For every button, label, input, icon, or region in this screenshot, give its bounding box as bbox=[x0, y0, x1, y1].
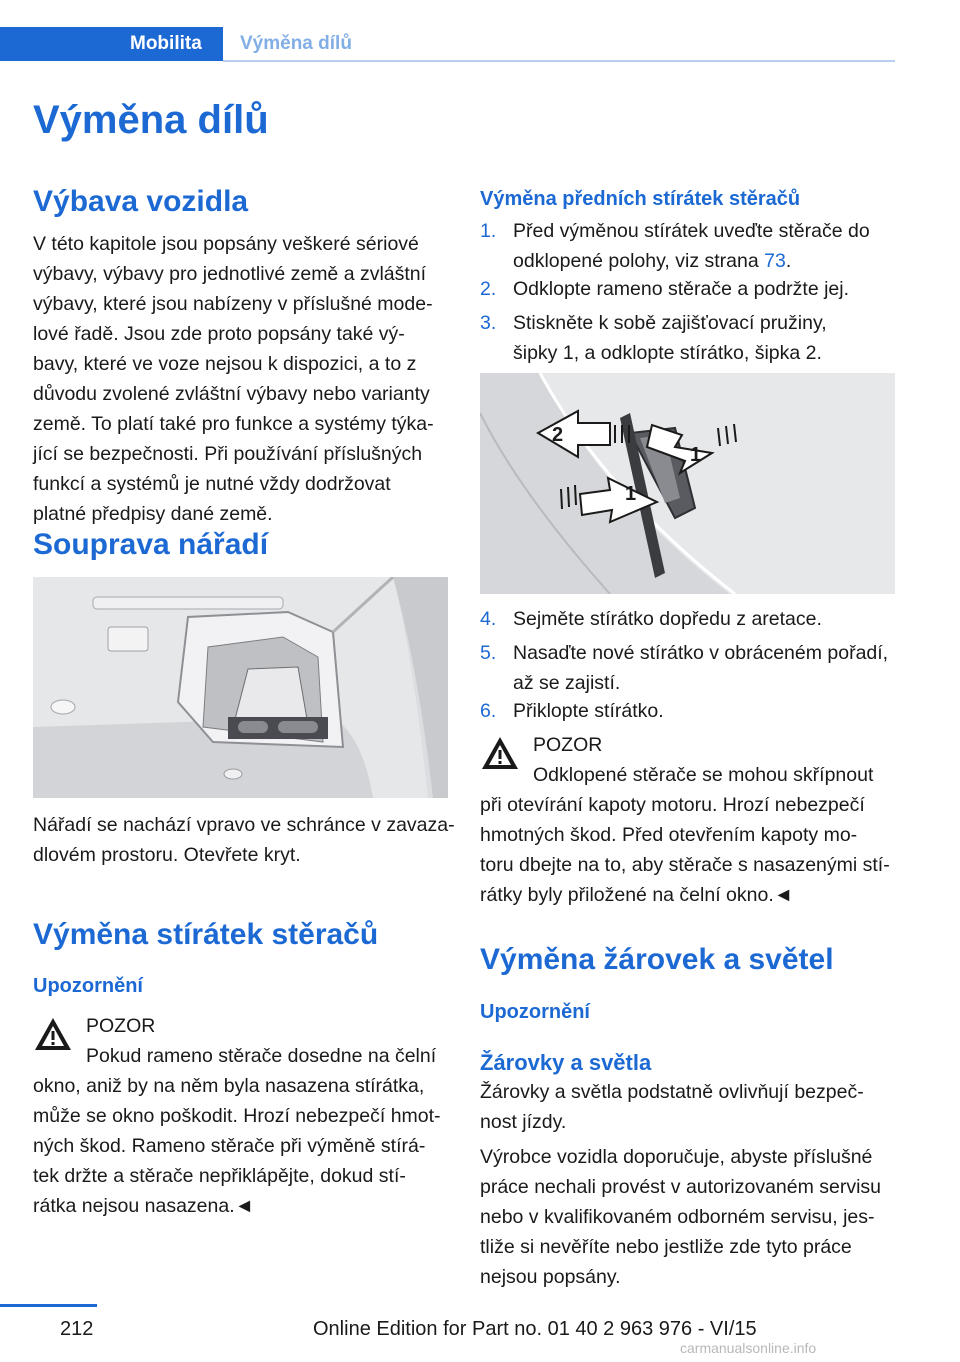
step-text bbox=[513, 216, 870, 276]
arrow-label-one-a: 1 bbox=[690, 444, 702, 466]
step-number: 1. bbox=[480, 220, 497, 242]
toolkit-illustration bbox=[33, 577, 448, 798]
step-number: 5. bbox=[480, 642, 497, 664]
text-line: výbavy, které jsou nabízeny v příslušné mode‐ bbox=[33, 293, 433, 315]
tab-mobilita[interactable]: Mobilita bbox=[0, 27, 223, 61]
arrow-label-two: 2 bbox=[552, 424, 564, 446]
text-line: výbavy, výbavy pro jednotlivé země a zvláštní bbox=[33, 263, 427, 285]
text-line: Odklopené stěrače se mohou skřípnout bbox=[533, 764, 874, 786]
text-line: ných škod. Rameno stěrače při výměně stírá‐ bbox=[33, 1135, 426, 1157]
step-number: 4. bbox=[480, 608, 497, 630]
text-line: platné předpisy dané země. bbox=[33, 503, 273, 525]
text-line: tliže si nevěříte nebo jestliže zde tyto práce bbox=[480, 1236, 852, 1258]
text-line: Sejměte stírátko dopředu z aretace. bbox=[513, 608, 822, 630]
text-line: tek držte a stěrače nepřiklápějte, dokud stí‐ bbox=[33, 1165, 406, 1187]
warning-block-left bbox=[33, 1011, 448, 1221]
text-line: dlovém prostoru. Otevřete kryt. bbox=[33, 844, 301, 866]
page-reference-link[interactable]: 73 bbox=[764, 250, 786, 272]
section-title-wiper: Výměna stírátek stěračů bbox=[33, 918, 379, 951]
paragraph-vybava bbox=[33, 229, 434, 529]
text-line: toru dbejte na to, aby stěrače s nasazenými stí‐ bbox=[480, 854, 890, 876]
text-line: funkcí a systémů je nutné vždy dodržovat bbox=[33, 473, 391, 495]
section-title-souprava: Souprava nářadí bbox=[33, 528, 269, 561]
section-title-bulbs: Výměna žárovek a světel bbox=[480, 943, 834, 976]
paragraph-souprava bbox=[33, 810, 455, 870]
header-bar bbox=[0, 27, 895, 63]
wiper-image bbox=[480, 373, 895, 594]
text-line: Pokud rameno stěrače dosedne na čelní bbox=[86, 1045, 437, 1067]
footer-divider bbox=[0, 1304, 97, 1307]
section-title-front-wiper: Výměna předních stírátek stěračů bbox=[480, 188, 801, 210]
text-line: nebo v kvalifikovaném odborném servisu, jes‐ bbox=[480, 1206, 875, 1228]
step-text bbox=[513, 638, 888, 698]
watermark: carmanualsonline.info bbox=[680, 1340, 817, 1356]
text-line: nost jízdy. bbox=[480, 1111, 567, 1133]
toolkit-image bbox=[33, 577, 448, 798]
paragraph-zarovky bbox=[480, 1077, 864, 1137]
text-line: lové řadě. Jsou zde proto popsány také vý‐ bbox=[33, 323, 405, 345]
page-number: 212 bbox=[60, 1318, 94, 1340]
text-line: okno, aniž by na něm byla nasazena stírátka, bbox=[33, 1075, 425, 1097]
text-line: Stiskněte k sobě zajišťovací pružiny, bbox=[513, 312, 827, 334]
subsection-upozorneni-right: Upozornění bbox=[480, 1001, 590, 1023]
paragraph-vyrobce bbox=[480, 1142, 881, 1292]
step-text bbox=[513, 274, 849, 304]
text-line: Výrobce vozidla doporučuje, abyste příslušné bbox=[480, 1146, 873, 1168]
text-line: Nasaďte nové stírátko v obráceném pořadí, bbox=[513, 642, 889, 664]
text-line: rátky byly přiložené na čelní okno.◄ bbox=[480, 884, 794, 906]
section-title-vybava: Výbava vozidla bbox=[33, 185, 249, 218]
text-line: práce nechali provést v autorizovaném servisu bbox=[480, 1176, 882, 1198]
edition-note: Online Edition for Part no. 01 40 2 963 976 - VI/15 bbox=[313, 1318, 757, 1340]
wiper-illustration bbox=[480, 373, 895, 594]
subsection-zarovky: Žárovky a světla bbox=[480, 1050, 652, 1075]
step-text bbox=[513, 308, 827, 368]
text-line: může se okno poškodit. Hrozí nebezpečí hmot‐ bbox=[33, 1105, 441, 1127]
header-divider bbox=[223, 60, 895, 62]
step-text bbox=[513, 604, 822, 634]
warning-label: POZOR bbox=[533, 734, 603, 756]
warning-block-right bbox=[480, 730, 900, 910]
text-line: Přiklopte stírátko. bbox=[513, 700, 664, 722]
text-line: nejsou popsány. bbox=[480, 1266, 621, 1288]
step-text bbox=[513, 696, 664, 726]
subsection-upozorneni-left: Upozornění bbox=[33, 975, 143, 997]
text-line: země. To platí také pro funkce a systémy týka‐ bbox=[33, 413, 434, 435]
text-line: Odklopte rameno stěrače a podržte jej. bbox=[513, 278, 850, 300]
text-line: až se zajistí. bbox=[513, 672, 621, 694]
arrow-label-one-b: 1 bbox=[625, 483, 637, 505]
text-line: V této kapitole jsou popsány veškeré sériové bbox=[33, 233, 419, 255]
text-line: Před výměnou stírátek uveďte stěrače do bbox=[513, 220, 870, 242]
text-line-tail: . bbox=[785, 250, 792, 272]
step-number: 3. bbox=[480, 312, 497, 334]
text-line: bavy, které ve voze nejsou k dispozici, a to z bbox=[33, 353, 417, 375]
step-number: 6. bbox=[480, 700, 497, 722]
text-line: při otevírání kapoty motoru. Hrozí nebezpečí bbox=[480, 794, 865, 816]
step-number: 2. bbox=[480, 278, 497, 300]
text-line-part: odklopené polohy, viz strana bbox=[513, 250, 765, 272]
text-line: šipky 1, a odklopte stírátko, šipka 2. bbox=[513, 342, 822, 364]
text-line: Žárovky a světla podstatně ovlivňují bezpeč‐ bbox=[480, 1081, 864, 1103]
warning-label: POZOR bbox=[86, 1015, 156, 1037]
text-line bbox=[513, 246, 870, 276]
text-line: rátka nejsou nasazena.◄ bbox=[33, 1195, 254, 1217]
breadcrumb-current[interactable]: Výměna dílů bbox=[240, 33, 352, 54]
text-line: hmotných škod. Před otevřením kapoty mo‐ bbox=[480, 824, 858, 846]
text-line: důvodu zvolené zvláštní výbavy nebo varianty bbox=[33, 383, 430, 405]
text-line: Nářadí se nachází vpravo ve schránce v zavaza‐ bbox=[33, 814, 455, 836]
text-line: jící se bezpečnosti. Při používání příslušných bbox=[33, 443, 423, 465]
page-title: Výměna dílů bbox=[33, 98, 269, 142]
